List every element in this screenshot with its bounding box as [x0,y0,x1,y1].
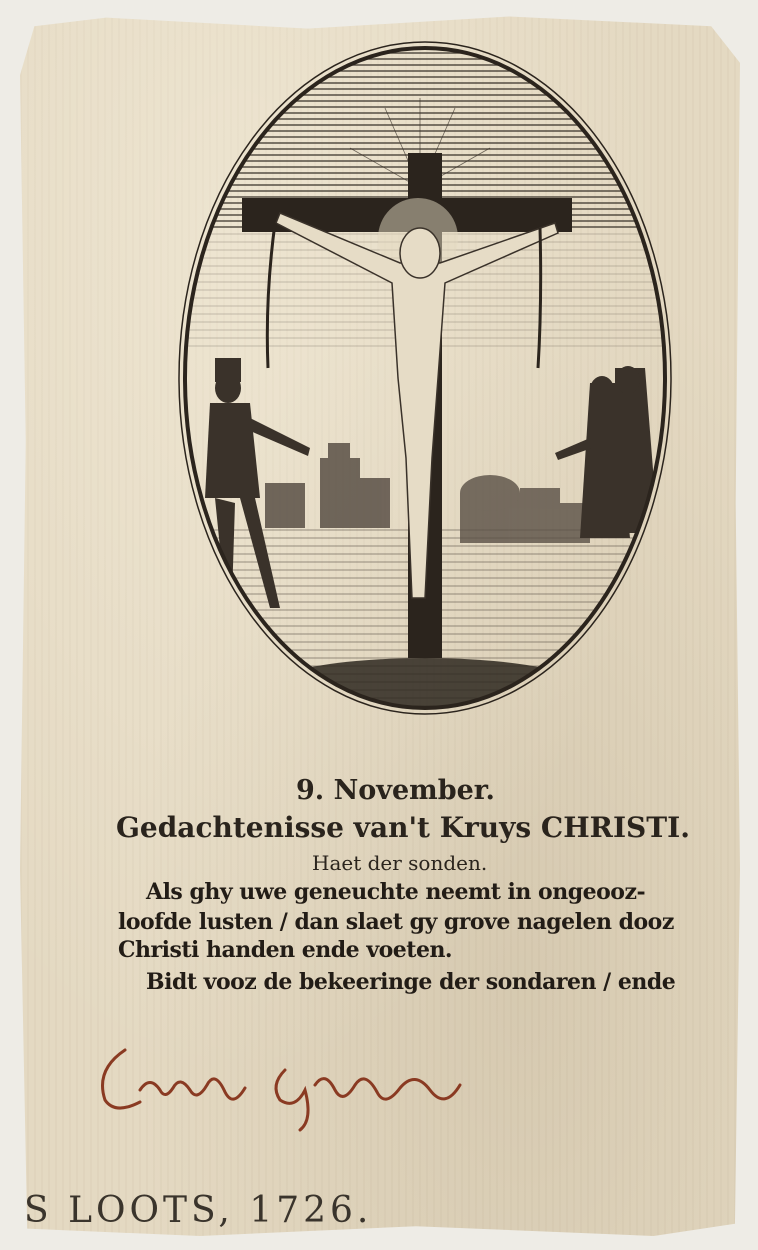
printer-imprint: S LOOTS, 1726. [24,1190,373,1231]
caption-body-line: Als ghy uwe geneuchte neemt in ongeooz- [146,879,646,905]
caption-body-line: loofde lusten / dan slaet gy grove nagelen dooz [118,909,674,935]
handwritten-signature [85,1030,485,1140]
caption-subtitle: Haet der sonden. [312,851,488,875]
caption-body-line: Christi handen ende voeten. [118,937,453,963]
crucifixion-engraving [170,38,680,728]
caption-body-line: Bidt vooz de bekeeringe der sondaren / ende [146,969,676,995]
city-right [460,475,590,543]
caption-title: Gedachtenisse van't Kruys CHRISTI. [116,811,690,844]
city-left [265,443,390,528]
golgotha-mound [245,658,605,728]
caption-date: 9. November. [296,775,495,806]
